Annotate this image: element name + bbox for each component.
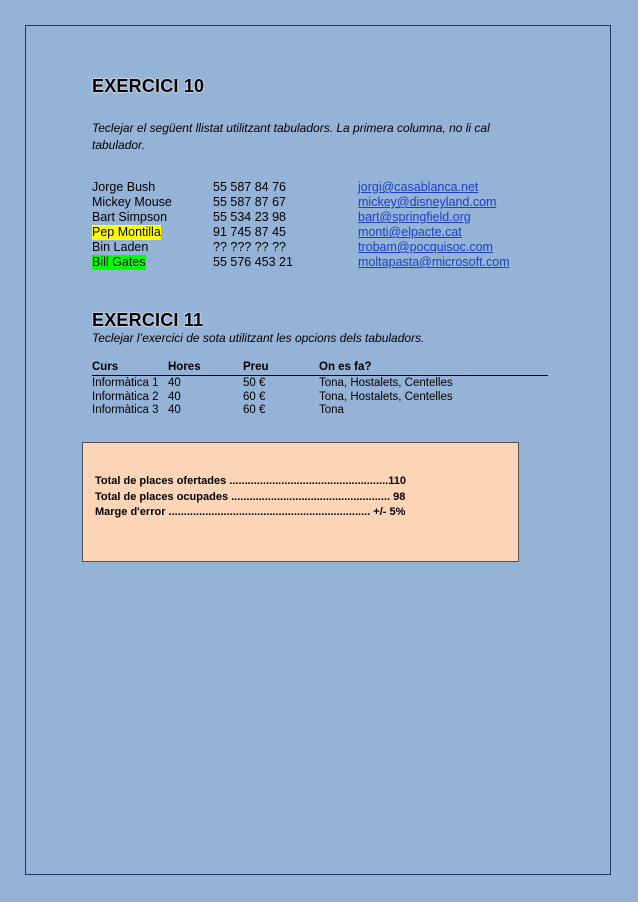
contact-name: Mickey Mouse bbox=[92, 195, 172, 209]
cell-course: Informàtica 2 bbox=[92, 390, 159, 403]
summary-error-margin: Marge d'error .................................................................. +/- 5% bbox=[95, 506, 406, 518]
exercise-11-title: EXERCICI 11 bbox=[92, 310, 204, 330]
contact-phone: 91 745 87 45 bbox=[213, 225, 286, 239]
contact-phone: 55 587 84 76 bbox=[213, 180, 286, 194]
header-course: Curs bbox=[92, 361, 119, 373]
contact-phone: 55 587 87 67 bbox=[213, 195, 286, 209]
cell-price: 60 € bbox=[243, 404, 266, 416]
course-table bbox=[92, 360, 548, 417]
header-price: Preu bbox=[243, 361, 269, 373]
cell-hours: 40 bbox=[168, 377, 181, 389]
cell-location: Tona, Hostalets, Centelles bbox=[319, 377, 453, 389]
contact-name: Jorge Bush bbox=[92, 180, 156, 194]
exercise-10-title: EXERCICI 10 bbox=[92, 76, 205, 96]
contact-email-link[interactable]: trobam@pocquisoc.com bbox=[358, 240, 493, 254]
contact-name-highlighted: Pep Montilla bbox=[92, 225, 161, 239]
table-row bbox=[92, 403, 548, 417]
contact-email-link[interactable]: moltapasta@microsoft.com bbox=[358, 255, 510, 269]
cell-hours: 40 bbox=[168, 404, 181, 416]
summary-offered-places: Total de places ofertades ....................................................110 bbox=[95, 475, 406, 487]
exercise-11-instructions: Teclejar l’exercici de sota utilitzant les opcions dels tabuladors. bbox=[92, 331, 425, 345]
cell-location: Tona, Hostalets, Centelles bbox=[319, 390, 453, 403]
exercise-10-instructions: Teclejar el següent llistat utilitzant tabuladors. La primera columna, no li cal tabulador. bbox=[92, 121, 490, 152]
cell-hours: 40 bbox=[168, 390, 181, 403]
contact-name-highlighted: Bill Gates bbox=[92, 255, 146, 269]
contact-email-link[interactable]: bart@springfield.org bbox=[358, 210, 471, 224]
header-hours: Hores bbox=[168, 361, 201, 373]
cell-course: Informàtica 1 bbox=[92, 377, 159, 389]
contact-email-link[interactable]: mickey@disneyland.com bbox=[358, 195, 497, 209]
cell-price: 60 € bbox=[243, 390, 266, 403]
contact-phone: ?? ??? ?? ?? bbox=[213, 240, 286, 254]
contact-phone: 55 576 453 21 bbox=[213, 255, 293, 269]
header-location: On es fa? bbox=[319, 361, 372, 373]
summary-box bbox=[82, 442, 519, 562]
cell-location: Tona bbox=[319, 404, 344, 416]
contact-email-link[interactable]: jorgi@casablanca.net bbox=[358, 180, 479, 194]
cell-course: Informàtica 3 bbox=[92, 404, 159, 416]
contact-email-link[interactable]: monti@elpacte.cat bbox=[358, 225, 462, 239]
table-row bbox=[92, 376, 548, 390]
summary-lines bbox=[95, 474, 406, 521]
contact-name: Bart Simpson bbox=[92, 210, 168, 224]
summary-occupied-places: Total de places ocupades .................................................... 98 bbox=[95, 490, 406, 503]
cell-price: 50 € bbox=[243, 377, 266, 389]
contact-name: Bin Laden bbox=[92, 240, 149, 254]
course-table-header bbox=[92, 360, 548, 376]
contact-phone: 55 534 23 98 bbox=[213, 210, 286, 224]
table-row bbox=[92, 390, 548, 404]
